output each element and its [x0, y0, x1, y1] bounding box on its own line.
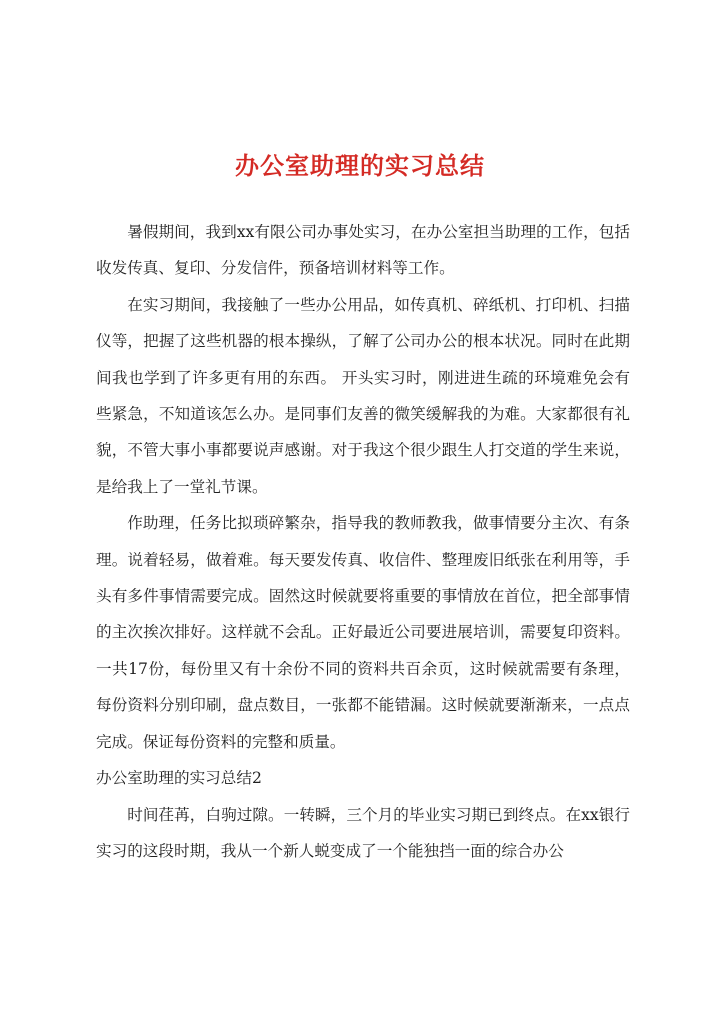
paragraph: 在实习期间，我接触了一些办公用品，如传真机、碎纸机、打印机、扫描仪等，把握了这些机器的根本操纵，了解了公司办公的根本状况。同时在此期间我也学到了许多更有用的东西。 开头实习时，刚进进生疏的环境难免会有些紧急，不知道该怎么办。是同事们友善的微笑缓解我的为难。大家都很有礼貌，不管大事小事都要说声感谢。对于我这个很少跟生人打交道的学生来说，是给我上了一堂礼节课。: [96, 295, 630, 496]
paragraph: 作助理，任务比拟琐碎繁杂，指导我的教师教我，做事情要分主次、有条理。说着轻易，做着难。每天要发传真、收信件、整理废旧纸张在利用等，手头有多件事情需要完成。固然这时候就要将重要的事情放在首位，把全部事情的主次挨次排好。这样就不会乱。正好最近公司要进展培训，需要复印资料。一共17份，每份里又有十余份不同的资料共百余页，这时候就需要有条理，每份资料分别印刷，盘点数目，一张都不能错漏。这时候就要渐渐来，一点点完成。保证每份资料的完整和质量。: [96, 514, 630, 751]
section-heading: 办公室助理的实习总结2: [96, 769, 262, 788]
paragraph: 暑假期间，我到xx有限公司办事处实习，在办公室担当助理的工作，包括收发传真、复印、分发信件，预备培训材料等工作。: [96, 223, 630, 278]
paragraph: 时间荏苒，白驹过隙。一转瞬，三个月的毕业实习期已到终点。在xx银行实习的这段时期，我从一个新人蜕变成了一个能独挡一面的综合办公: [96, 805, 630, 860]
document-title: 办公室助理的实习总结: [235, 151, 485, 180]
document-body: [96, 214, 630, 869]
